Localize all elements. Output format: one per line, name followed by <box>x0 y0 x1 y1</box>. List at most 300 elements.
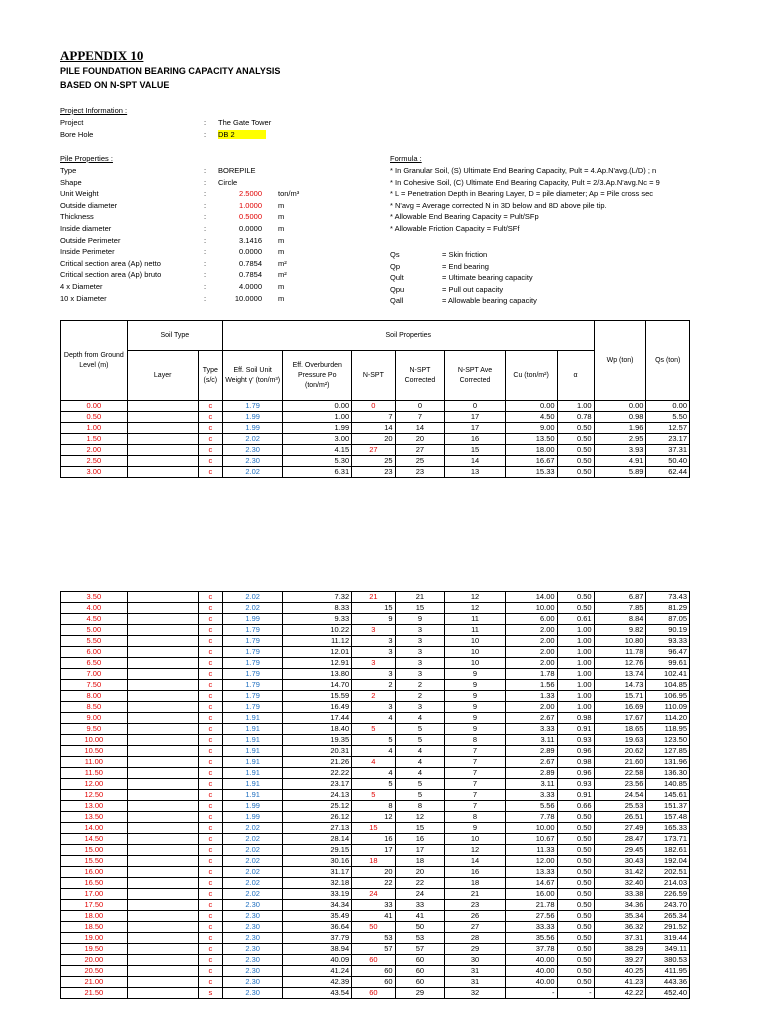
table-cell: 12.01 <box>283 647 352 658</box>
table-cell: c <box>198 680 222 691</box>
table-cell: c <box>198 867 222 878</box>
table-cell: 25 <box>352 456 395 467</box>
table-cell: 27.49 <box>594 823 646 834</box>
formula-heading: Formula : <box>390 154 422 163</box>
table-cell: 13.33 <box>505 867 557 878</box>
table-cell: 12.91 <box>283 658 352 669</box>
table-cell: 37.79 <box>283 933 352 944</box>
table-row <box>61 944 690 955</box>
table-row <box>61 735 690 746</box>
table-cell: 12.00 <box>505 856 557 867</box>
pile-prop-colon: : <box>204 235 207 245</box>
table-cell: 0.66 <box>557 801 594 812</box>
table-cell <box>127 856 198 867</box>
table-cell: 16.49 <box>283 702 352 713</box>
table-cell: 50.40 <box>646 456 690 467</box>
table-cell: 31 <box>445 977 505 988</box>
col-soil-props: Soil Properties <box>222 321 594 351</box>
table-cell: 2.50 <box>61 456 128 467</box>
table-cell: 0.50 <box>557 900 594 911</box>
table-cell: 0.50 <box>557 445 594 456</box>
table-cell: 4 <box>395 746 445 757</box>
table-cell: 1.79 <box>222 625 282 636</box>
table-cell: 19.63 <box>594 735 646 746</box>
table-cell: 3 <box>352 647 395 658</box>
table-cell <box>127 922 198 933</box>
table-cell: 0.91 <box>557 790 594 801</box>
table-cell: 42.39 <box>283 977 352 988</box>
table-cell: 16.50 <box>61 878 128 889</box>
table-cell: 5 <box>395 735 445 746</box>
table-cell: 25.53 <box>594 801 646 812</box>
table-cell: 33 <box>395 900 445 911</box>
table-cell: c <box>198 922 222 933</box>
table-cell: 1.79 <box>222 691 282 702</box>
table-cell <box>127 456 198 467</box>
table-cell: 1.00 <box>557 658 594 669</box>
table-cell: 0 <box>395 401 445 412</box>
table-cell: 0.00 <box>61 401 128 412</box>
table-cell: 20.00 <box>61 955 128 966</box>
table-cell: 157.48 <box>646 812 690 823</box>
table-cell: 9.50 <box>61 724 128 735</box>
table-cell: 62.44 <box>646 467 690 478</box>
table-cell: 3 <box>395 636 445 647</box>
table-cell: 4.15 <box>283 445 352 456</box>
table-cell: 214.03 <box>646 878 690 889</box>
table-cell: 14.00 <box>505 592 557 603</box>
table-cell: 2.00 <box>61 445 128 456</box>
table-row <box>61 412 690 423</box>
table-cell: 10 <box>445 647 505 658</box>
table-cell: 151.37 <box>646 801 690 812</box>
table-row <box>61 812 690 823</box>
table-cell <box>127 614 198 625</box>
table-cell: 19.00 <box>61 933 128 944</box>
table-cell: 18.40 <box>283 724 352 735</box>
table-row <box>61 401 690 412</box>
pile-prop-unit: m <box>278 247 285 257</box>
table-cell: 26.51 <box>594 812 646 823</box>
table-cell: 1.00 <box>557 636 594 647</box>
table-row <box>61 434 690 445</box>
table-cell: 123.50 <box>646 735 690 746</box>
table-cell: 1.00 <box>61 423 128 434</box>
table-cell: 3.33 <box>505 790 557 801</box>
table-cell: c <box>198 944 222 955</box>
table-cell: 1.56 <box>505 680 557 691</box>
table-cell: 18.00 <box>505 445 557 456</box>
table-cell: 12 <box>445 592 505 603</box>
table-cell: c <box>198 658 222 669</box>
pile-prop-label: Outside Perimeter <box>60 235 121 245</box>
table-cell: 11 <box>445 614 505 625</box>
table-cell: 11.33 <box>505 845 557 856</box>
table-cell: c <box>198 790 222 801</box>
table-cell: 7.50 <box>61 680 128 691</box>
table-cell <box>127 658 198 669</box>
table-cell: c <box>198 691 222 702</box>
formula-line: * N'avg = Average corrected N in 3D below and 8D above pile tip. <box>390 200 607 210</box>
table-cell: 2.30 <box>222 922 282 933</box>
pile-prop-label: 10 x Diameter <box>60 293 107 303</box>
table-cell: 2.30 <box>222 977 282 988</box>
col-nspt-ave: N-SPT Ave Corrected <box>445 351 505 401</box>
legend-symbol: Qall <box>390 296 404 306</box>
table-cell: 37.78 <box>505 944 557 955</box>
table-cell <box>127 933 198 944</box>
table-cell: 90.19 <box>646 625 690 636</box>
legend-desc: = Skin friction <box>442 250 488 259</box>
table-cell: 192.04 <box>646 856 690 867</box>
table-cell: 3 <box>352 702 395 713</box>
table-cell: 202.51 <box>646 867 690 878</box>
table-cell: 36.32 <box>594 922 646 933</box>
table-cell: 11.78 <box>594 647 646 658</box>
table-cell: 22.58 <box>594 768 646 779</box>
table-cell <box>127 434 198 445</box>
pile-prop-colon: : <box>204 247 207 257</box>
table-cell: 41.24 <box>283 966 352 977</box>
pile-prop-value: 0.0000 <box>239 247 262 257</box>
table-cell <box>127 834 198 845</box>
table-row <box>61 988 690 999</box>
table-cell: 1.00 <box>557 401 594 412</box>
table-cell: 29 <box>445 944 505 955</box>
table-cell: 1.00 <box>557 691 594 702</box>
table-cell: 182.61 <box>646 845 690 856</box>
table-row <box>61 911 690 922</box>
table-cell: 33.33 <box>505 922 557 933</box>
table-cell: 3 <box>352 636 395 647</box>
table-cell: c <box>198 834 222 845</box>
legend-symbol: Qp <box>390 261 401 271</box>
table-cell: 0.50 <box>557 434 594 445</box>
table-cell: 0.98 <box>557 713 594 724</box>
table-cell: 2.00 <box>505 636 557 647</box>
table-cell: 5 <box>352 735 395 746</box>
table-cell: 1.91 <box>222 757 282 768</box>
table-row <box>61 680 690 691</box>
table-cell: 3.93 <box>594 445 646 456</box>
table-cell <box>127 412 198 423</box>
table-cell: 17 <box>445 412 505 423</box>
table-cell: 37.31 <box>594 933 646 944</box>
table-cell: 15.33 <box>505 467 557 478</box>
table-cell: 1.96 <box>594 423 646 434</box>
table-cell <box>127 467 198 478</box>
table-cell <box>127 592 198 603</box>
table-cell: 0.98 <box>594 412 646 423</box>
table-cell: 3.00 <box>61 467 128 478</box>
table-cell: 9.00 <box>505 423 557 434</box>
col-soil-type: Soil Type <box>127 321 222 351</box>
project-info-colon: : <box>204 130 207 139</box>
table-cell: 5.56 <box>505 801 557 812</box>
table-cell: 6.31 <box>283 467 352 478</box>
table-cell: c <box>198 724 222 735</box>
table-cell: 38.94 <box>283 944 352 955</box>
table-cell: 35.56 <box>505 933 557 944</box>
pile-prop-value: 3.1416 <box>239 235 262 245</box>
table-cell <box>127 636 198 647</box>
table-cell: 21.78 <box>505 900 557 911</box>
table-cell: 0.50 <box>61 412 128 423</box>
table-cell <box>127 955 198 966</box>
table-cell: 14.00 <box>61 823 128 834</box>
table-cell: c <box>198 702 222 713</box>
table-cell: 2.30 <box>222 944 282 955</box>
table-cell: 10.80 <box>594 636 646 647</box>
table-cell: 2 <box>395 691 445 702</box>
table-cell: c <box>198 423 222 434</box>
pile-prop-label: Outside diameter <box>60 200 118 210</box>
table-cell: 0.00 <box>594 401 646 412</box>
table-cell: 10.22 <box>283 625 352 636</box>
table-cell: 20.62 <box>594 746 646 757</box>
table-cell: 2.67 <box>505 757 557 768</box>
pile-prop-label: Unit Weight <box>60 189 99 199</box>
table-cell: 2.00 <box>505 647 557 658</box>
table-cell: 9 <box>445 669 505 680</box>
table-cell: 7 <box>445 768 505 779</box>
table-cell: 4 <box>395 713 445 724</box>
table-cell: 0.00 <box>505 401 557 412</box>
table-cell <box>127 779 198 790</box>
table-row <box>61 977 690 988</box>
table-cell: 18.00 <box>61 911 128 922</box>
table-cell: 3 <box>395 647 445 658</box>
table-cell: 0.50 <box>557 944 594 955</box>
pile-prop-value: 10.0000 <box>234 293 262 303</box>
table-row <box>61 955 690 966</box>
table-cell: 3 <box>352 625 395 636</box>
table-cell: 0.50 <box>557 456 594 467</box>
table-cell: 9 <box>445 702 505 713</box>
table-cell: 0.91 <box>557 724 594 735</box>
table-cell: c <box>198 768 222 779</box>
table-cell: 29 <box>395 988 445 999</box>
pile-prop-unit: m <box>278 200 285 210</box>
pile-prop-unit: ton/m³ <box>278 189 300 199</box>
col-cu: Cu (ton/m²) <box>505 351 557 401</box>
table-cell: c <box>198 636 222 647</box>
table-cell: 15.71 <box>594 691 646 702</box>
table-cell: 9 <box>445 680 505 691</box>
table-cell: 1.79 <box>222 680 282 691</box>
table-cell <box>127 889 198 900</box>
pile-prop-colon: : <box>204 177 207 187</box>
table-cell: 0.50 <box>557 966 594 977</box>
table-cell: 2.02 <box>222 878 282 889</box>
pile-prop-colon: : <box>204 224 207 233</box>
table-cell: 12.76 <box>594 658 646 669</box>
table-cell: c <box>198 412 222 423</box>
table-cell: c <box>198 669 222 680</box>
table-cell: 102.41 <box>646 669 690 680</box>
table-cell: 22 <box>395 878 445 889</box>
pile-props-heading: Pile Properties : <box>60 154 113 163</box>
doc-title-line2: BASED ON N-SPT VALUE <box>60 80 170 90</box>
table-cell: c <box>198 647 222 658</box>
table-cell: 13 <box>445 467 505 478</box>
table-cell: 0.50 <box>557 812 594 823</box>
table-cell: 17 <box>395 845 445 856</box>
table-cell: 10.67 <box>505 834 557 845</box>
table-cell: 21 <box>445 889 505 900</box>
table-cell: 50 <box>395 922 445 933</box>
table-cell: 104.85 <box>646 680 690 691</box>
col-type: Type (s/c) <box>198 351 222 401</box>
table-cell: c <box>198 467 222 478</box>
table-cell: 2 <box>395 680 445 691</box>
table-cell <box>127 966 198 977</box>
table-cell: c <box>198 757 222 768</box>
table-cell: c <box>198 401 222 412</box>
table-cell: 1.00 <box>557 669 594 680</box>
table-cell: 10 <box>445 834 505 845</box>
table-cell: 5 <box>395 790 445 801</box>
table-row <box>61 636 690 647</box>
table-cell: 2.02 <box>222 845 282 856</box>
appendix-title: APPENDIX 10 <box>60 48 144 63</box>
table-cell: 1.91 <box>222 746 282 757</box>
table-cell: 0.50 <box>557 603 594 614</box>
table-cell <box>127 823 198 834</box>
table-cell: 17.67 <box>594 713 646 724</box>
table-cell: 60 <box>352 955 395 966</box>
table-row <box>61 757 690 768</box>
table-cell: 23.56 <box>594 779 646 790</box>
table-cell: 0.50 <box>557 878 594 889</box>
table-cell: 26.12 <box>283 812 352 823</box>
table-cell: 9 <box>445 713 505 724</box>
table-cell: 36.64 <box>283 922 352 933</box>
table-cell: 19.35 <box>283 735 352 746</box>
table-row <box>61 779 690 790</box>
table-cell: 13.80 <box>283 669 352 680</box>
table-cell: 110.09 <box>646 702 690 713</box>
table-cell: 291.52 <box>646 922 690 933</box>
table-cell: - <box>557 988 594 999</box>
table-cell: 17.50 <box>61 900 128 911</box>
legend-symbol: Qs <box>390 250 400 259</box>
table-cell: 8 <box>445 735 505 746</box>
table-cell: 16.00 <box>505 889 557 900</box>
table-cell: 16 <box>445 434 505 445</box>
col-alpha: α <box>557 351 594 401</box>
table-cell: 20.50 <box>61 966 128 977</box>
table-cell: c <box>198 823 222 834</box>
table-cell: 2.02 <box>222 823 282 834</box>
table-cell: 13.50 <box>505 434 557 445</box>
table-cell: 60 <box>352 977 395 988</box>
table-cell: 2.30 <box>222 911 282 922</box>
table-cell: 41 <box>352 911 395 922</box>
table-cell: 1.99 <box>222 412 282 423</box>
table-cell: 15 <box>445 445 505 456</box>
table-row <box>61 790 690 801</box>
table-cell: 12.57 <box>646 423 690 434</box>
table-cell: 2.67 <box>505 713 557 724</box>
table-cell: 2.30 <box>222 988 282 999</box>
formula-line: * Allowable Friction Capacity = Fult/SFf <box>390 224 520 233</box>
table-cell: 6.87 <box>594 592 646 603</box>
table-cell: 16 <box>352 834 395 845</box>
table-cell: 243.70 <box>646 900 690 911</box>
table-cell: 18.50 <box>61 922 128 933</box>
table-cell: 8.00 <box>61 691 128 702</box>
table-cell: c <box>198 889 222 900</box>
table-cell: 2.30 <box>222 966 282 977</box>
table-cell: 33.19 <box>283 889 352 900</box>
table-cell: 60 <box>395 966 445 977</box>
table-cell: 30.16 <box>283 856 352 867</box>
col-eff-unit: Eff. Soil Unit Weight γ' (ton/m³) <box>222 351 282 401</box>
table-cell: 32.18 <box>283 878 352 889</box>
legend-desc: = End bearing <box>442 261 489 271</box>
col-layer: Layer <box>127 351 198 401</box>
table-cell: 31 <box>445 966 505 977</box>
table-row <box>61 922 690 933</box>
table-cell: 27 <box>352 445 395 456</box>
table-cell: 0.61 <box>557 614 594 625</box>
table-cell: 24.54 <box>594 790 646 801</box>
table-cell <box>127 790 198 801</box>
table-row <box>61 966 690 977</box>
table-cell: 1.79 <box>222 636 282 647</box>
table-cell: 30 <box>445 955 505 966</box>
pile-prop-value: 0.0000 <box>239 224 262 233</box>
table-cell: 15 <box>395 823 445 834</box>
pile-prop-label: 4 x Diameter <box>60 282 103 291</box>
table-cell: 3.50 <box>61 592 128 603</box>
table-cell: 7.00 <box>61 669 128 680</box>
table-row <box>61 933 690 944</box>
table-cell: c <box>198 445 222 456</box>
table-cell: 99.61 <box>646 658 690 669</box>
pile-prop-label: Shape <box>60 177 82 187</box>
table-cell: 35.34 <box>594 911 646 922</box>
table-cell: 452.40 <box>646 988 690 999</box>
table-cell: 7 <box>395 412 445 423</box>
table-cell: 9 <box>445 823 505 834</box>
table-cell: 0.98 <box>557 757 594 768</box>
table-cell: 9 <box>445 724 505 735</box>
table-cell: 15.50 <box>61 856 128 867</box>
table-row <box>61 423 690 434</box>
project-info-heading: Project Information : <box>60 106 128 115</box>
pile-prop-colon: : <box>204 166 207 175</box>
table-cell: 3.11 <box>505 735 557 746</box>
table-row <box>61 823 690 834</box>
table-cell: 2.02 <box>222 434 282 445</box>
table-row <box>61 746 690 757</box>
table-cell: c <box>198 592 222 603</box>
table-cell: 17 <box>352 845 395 856</box>
table-cell: 60 <box>352 988 395 999</box>
table-cell: 14 <box>395 423 445 434</box>
table-cell: 1.00 <box>557 625 594 636</box>
table-row <box>61 724 690 735</box>
table-cell: 31.42 <box>594 867 646 878</box>
table-cell: 0.50 <box>557 856 594 867</box>
table-cell: c <box>198 812 222 823</box>
table-cell: 34.36 <box>594 900 646 911</box>
table-row <box>61 445 690 456</box>
table-cell: 5 <box>352 779 395 790</box>
table-cell: 20.31 <box>283 746 352 757</box>
